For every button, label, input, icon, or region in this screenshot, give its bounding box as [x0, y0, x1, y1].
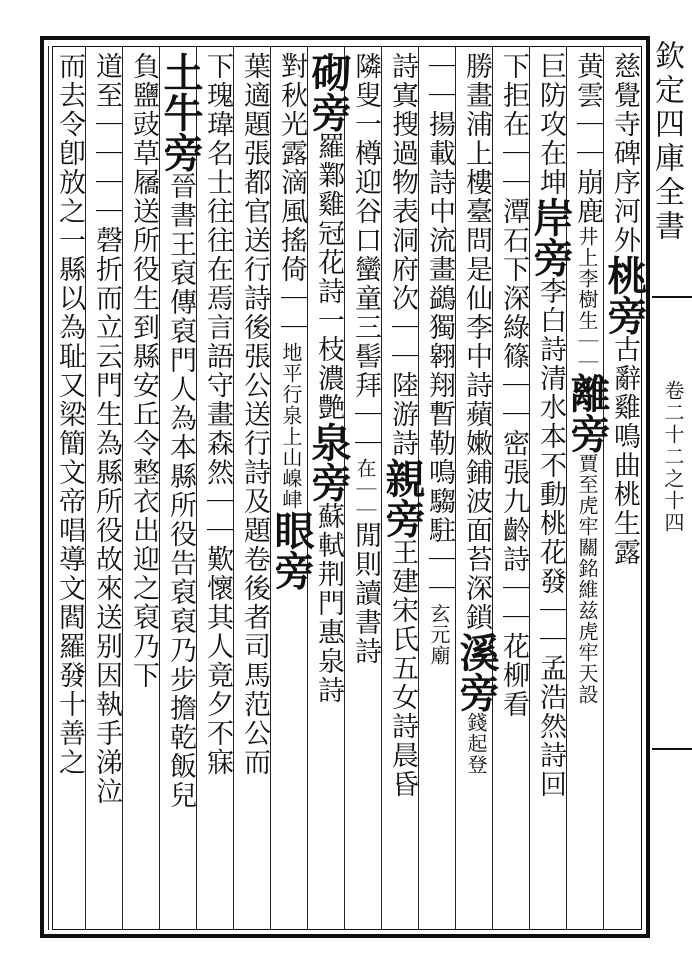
- annotation-text: 錢起登: [464, 712, 488, 775]
- entry-heading: 泉旁: [305, 422, 352, 502]
- text-column: [527, 52, 574, 922]
- body-text: 下瑰瑋名士往往在焉言語守畫森然｜｜歎懷其人竟夕不寐: [202, 52, 233, 777]
- text-column: [379, 52, 426, 922]
- entry-heading: 親旁: [379, 458, 426, 538]
- body-text: 潭石下深綠篠｜｜密張九齡詩｜｜花柳看: [498, 197, 529, 719]
- body-text: 蘇軾荆門惠泉詩: [313, 502, 344, 705]
- body-text: 道至｜｜｜｜磬折而立云門生為縣所役故來送别因執手涕泣: [91, 52, 122, 806]
- annotation-text: 玄元廟: [427, 603, 451, 666]
- entry-heading: 眼旁: [268, 510, 315, 590]
- body-text: 葉適題張都官送行詩後張公送行詩及題卷後者司馬范公而: [239, 52, 270, 777]
- body-text: 羅鄴雞冠花詩一枝濃艶: [313, 132, 344, 422]
- entry-heading: 溪旁: [453, 632, 500, 712]
- text-column: [197, 52, 237, 922]
- body-text: 慈覺寺碑序河外: [609, 52, 640, 255]
- text-column: [601, 52, 648, 922]
- body-text: ｜｜揚載詩中流畫鷁獨翱翔暫勒鳴騶駐｜｜: [424, 52, 455, 603]
- text-column: [564, 52, 611, 922]
- text-column: [157, 52, 204, 922]
- juan-number: 卷二十二之十四: [661, 380, 685, 534]
- text-column: [86, 52, 126, 922]
- body-text: 而去令卽放之一縣以為耻又梁簡文帝唱導文閻羅發十善之: [54, 52, 85, 777]
- annotation-text: 賈至虎牢關銘維兹虎牢天設: [575, 453, 599, 705]
- fish-tail-bottom: [652, 748, 692, 762]
- body-text: 李白詩清水本不動桃花發｜｜孟浩然詩回: [535, 277, 566, 799]
- body-text: 巨防攻在坤: [535, 52, 566, 197]
- body-text: 黄雲｜｜崩鹿: [572, 52, 603, 226]
- annotation-text: 地平行泉上山嵲峍: [279, 342, 303, 510]
- text-column: [234, 52, 274, 922]
- entry-heading: 桃旁: [601, 255, 648, 335]
- text-column: [123, 52, 163, 922]
- text-column: [49, 52, 89, 922]
- text-column: [493, 52, 533, 922]
- body-text: 下拒在｜｜: [498, 52, 529, 197]
- body-text: 對秋光露滴風搖倚｜｜: [276, 52, 307, 342]
- fish-tail-top: [652, 296, 692, 310]
- entry-heading: 岸旁: [527, 197, 574, 277]
- entry-heading: 土牛旁: [157, 52, 204, 172]
- book-title: 欽定四庫全書: [649, 40, 684, 244]
- annotation-text: 井上李樹生｜｜: [575, 226, 599, 373]
- body-text: 詩寘搜過物表洞府次｜｜陸游詩: [387, 52, 418, 458]
- body-text: 閒則讀書詩: [350, 521, 381, 666]
- body-text: 古辭雞鳴曲桃生露: [609, 335, 640, 567]
- annotation-text: 在｜｜: [353, 458, 377, 521]
- text-column: [305, 52, 352, 922]
- body-text: 隣叟一樽迎谷口蠻童三髻拜｜｜: [350, 52, 381, 458]
- body-text: 負鹽豉草屩送所役生到縣安丘令整衣出迎之裒乃下: [128, 52, 159, 690]
- text-column: [453, 52, 500, 922]
- text-column: [268, 52, 315, 922]
- body-text: 晉書王裒傳裒門人為本縣所役告裒裒乃步擔乾飯兒: [165, 172, 196, 810]
- entry-heading: 離旁: [564, 373, 611, 453]
- entry-heading: 砌旁: [305, 52, 352, 132]
- body-text: 王建宋氏五女詩晨昏: [387, 538, 418, 799]
- body-text: 勝畫浦上樓臺問是仙李中詩蘋嫩鋪波面苔深鎖: [461, 52, 492, 632]
